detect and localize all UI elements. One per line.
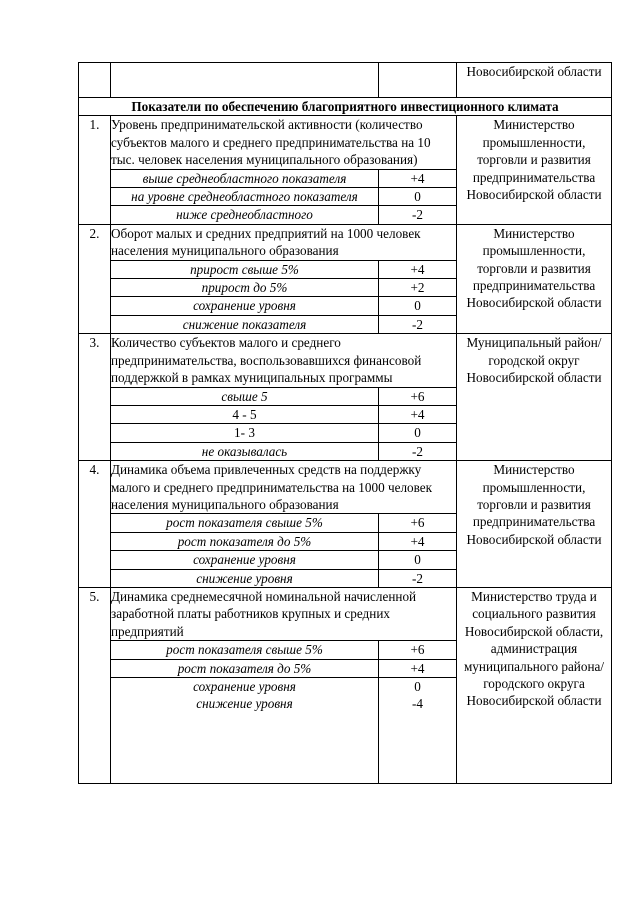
row-number: 5. xyxy=(79,587,111,783)
table-row xyxy=(79,224,612,260)
criterion-label: рост показателя до 5% xyxy=(111,532,379,550)
continuation-num xyxy=(79,63,111,98)
indicator-title: Уровень предпринимательской активности (количество субъектов малого и среднего предпринимательства на 10 тыс. человек населения муниципального образования) xyxy=(111,116,457,169)
criterion-score: +6 xyxy=(379,387,457,405)
criterion-label: ниже среднеобластного xyxy=(111,206,379,224)
criterion-label: на уровне среднеобластного показателя xyxy=(111,188,379,206)
criterion-label: сохранение уровня xyxy=(111,551,379,569)
criterion-label: свыше 5 xyxy=(111,387,379,405)
criterion-label: не оказывалась xyxy=(111,442,379,460)
table-row xyxy=(79,334,612,387)
indicator-title: Количество субъектов малого и среднего предпринимательства, воспользовавшихся финансовой поддержкой в рамках муниципальных программы xyxy=(111,334,457,387)
criterion-score: 0 xyxy=(379,678,457,696)
criterion-filler xyxy=(111,713,379,784)
criterion-label: прирост свыше 5% xyxy=(111,260,379,278)
criterion-score: +6 xyxy=(379,514,457,532)
criterion-label: снижение уровня xyxy=(111,569,379,587)
continuation-org: Новосибирской области xyxy=(457,63,612,98)
criterion-score: 0 xyxy=(379,297,457,315)
table-row xyxy=(79,587,612,640)
continuation-desc xyxy=(111,63,379,98)
table-row xyxy=(79,116,612,169)
indicator-title: Динамика среднемесячной номинальной начисленной заработной платы работников крупных и средних предприятий xyxy=(111,587,457,640)
section-header-row xyxy=(79,98,612,116)
row-number: 3. xyxy=(79,334,111,461)
criterion-label: рост показателя свыше 5% xyxy=(111,641,379,659)
criterion-score: -2 xyxy=(379,569,457,587)
indicator-title: Оборот малых и средних предприятий на 1000 человек населения муниципального образования xyxy=(111,224,457,260)
row-number: 4. xyxy=(79,461,111,588)
table-row xyxy=(79,461,612,514)
criterion-label: 4 - 5 xyxy=(111,405,379,423)
row-number: 1. xyxy=(79,116,111,224)
row-number: 2. xyxy=(79,224,111,333)
criterion-label: прирост до 5% xyxy=(111,279,379,297)
criterion-score: +4 xyxy=(379,659,457,677)
criterion-score: -4 xyxy=(379,695,457,712)
criterion-score: +4 xyxy=(379,260,457,278)
criterion-score: +4 xyxy=(379,405,457,423)
section-title: Показатели по обеспечению благоприятного инвестиционного климата xyxy=(79,98,612,116)
criterion-label: рост показателя свыше 5% xyxy=(111,514,379,532)
criterion-score: 0 xyxy=(379,551,457,569)
criterion-score: 0 xyxy=(379,424,457,442)
criterion-label: выше среднеобластного показателя xyxy=(111,169,379,187)
criterion-label: 1- 3 xyxy=(111,424,379,442)
score-filler xyxy=(379,713,457,784)
responsible-org: Министерство промышленности, торговли и развития предпринимательства Новосибирской области xyxy=(457,224,612,333)
continuation-score xyxy=(379,63,457,98)
criterion-label: снижение показателя xyxy=(111,315,379,333)
criterion-score: +4 xyxy=(379,532,457,550)
criterion-label: рост показателя до 5% xyxy=(111,659,379,677)
criterion-score: +4 xyxy=(379,169,457,187)
indicators-table xyxy=(78,62,612,784)
criterion-score: +2 xyxy=(379,279,457,297)
criterion-score: -2 xyxy=(379,442,457,460)
criterion-label: сохранение уровня xyxy=(111,297,379,315)
criterion-score: 0 xyxy=(379,188,457,206)
criterion-score: -2 xyxy=(379,206,457,224)
criterion-score: -2 xyxy=(379,315,457,333)
continuation-row xyxy=(79,63,612,98)
criterion-score: +6 xyxy=(379,641,457,659)
responsible-org: Министерство промышленности, торговли и развития предпринимательства Новосибирской области xyxy=(457,461,612,588)
responsible-org: Министерство труда и социального развития Новосибирской области, администрация муниципального района/городского округа Новосибирской области xyxy=(457,587,612,783)
criterion-label: сохранение уровня xyxy=(111,678,379,696)
responsible-org: Муниципальный район/городской округ Новосибирской области xyxy=(457,334,612,461)
indicator-title: Динамика объема привлеченных средств на поддержку малого и среднего предпринимательства на 1000 человек населения муниципального образования xyxy=(111,461,457,514)
criterion-label: снижение уровня xyxy=(111,695,379,712)
responsible-org: Министерство промышленности, торговли и развития предпринимательства Новосибирской области xyxy=(457,116,612,224)
